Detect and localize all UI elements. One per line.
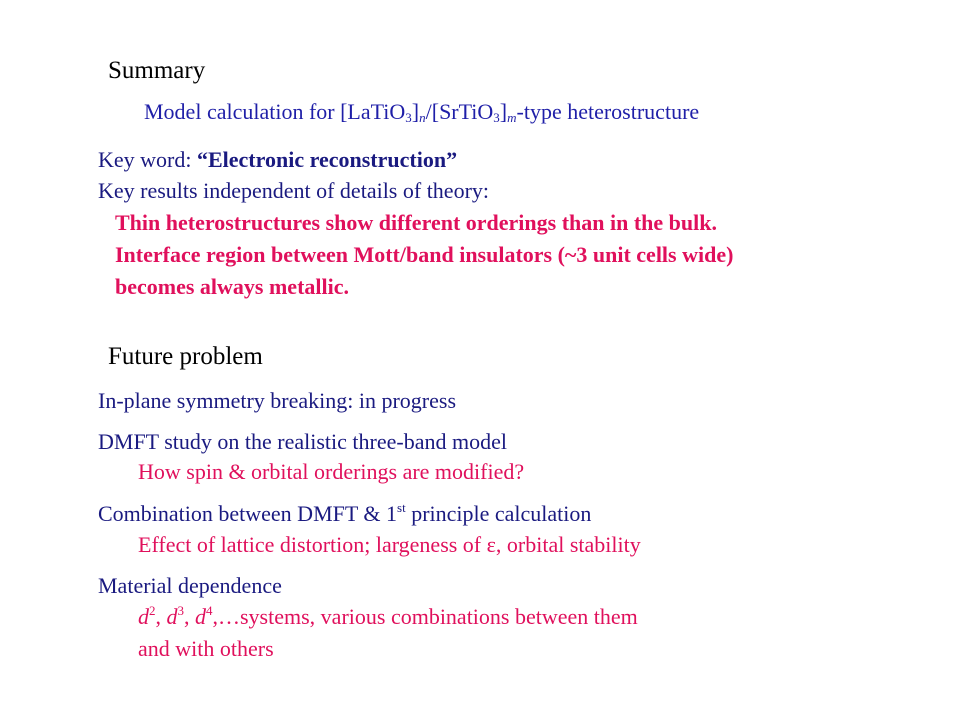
- item3-title-b: principle calculation: [405, 501, 592, 526]
- finding-2: Interface region between Mott/band insulators (~3 unit cells wide): [115, 242, 734, 267]
- d-symbol-1: d: [138, 604, 149, 629]
- model-text-mid1: ]: [411, 99, 420, 124]
- d-exp-4: 4: [206, 603, 213, 618]
- d-symbol-3: d: [195, 604, 206, 629]
- item3-title-sup: st: [397, 500, 406, 515]
- model-sub-1: 3: [405, 110, 412, 125]
- future-item-3-title: [98, 499, 591, 529]
- model-text-mid2: /[SrTiO: [425, 99, 494, 124]
- future-item-3-detail: [138, 530, 641, 560]
- key-results-line: Key results independent of details of theory:: [98, 178, 490, 203]
- sep-2: ,: [184, 604, 195, 629]
- finding-3: becomes always metallic.: [115, 274, 349, 299]
- future-item-2-detail: How spin & orbital orderings are modified?: [138, 459, 525, 484]
- keyword-value: “Electronic reconstruction”: [196, 147, 458, 172]
- model-calculation-line: [144, 97, 699, 127]
- item3-detail-a: Effect of lattice distortion; largeness of: [138, 532, 487, 557]
- future-item-2-title: DMFT study on the realistic three-band model: [98, 429, 507, 454]
- finding-1: Thin heterostructures show different orderings than in the bulk.: [115, 210, 717, 235]
- model-text-prefix: Model calculation for [LaTiO: [144, 99, 406, 124]
- future-item-4-line1: [138, 602, 638, 632]
- model-sub-n: n: [419, 110, 426, 125]
- d-exp-3: 3: [177, 603, 184, 618]
- future-item-1: In-plane symmetry breaking: in progress: [98, 388, 457, 413]
- future-heading: Future problem: [108, 343, 263, 370]
- item3-title-a: Combination between DMFT & 1: [98, 501, 398, 526]
- d-symbol-2: d: [166, 604, 178, 629]
- keyword-label: Key word:: [98, 147, 197, 172]
- model-sub-m: m: [507, 110, 517, 125]
- model-text-mid3: ]: [499, 99, 508, 124]
- future-item-4-title: Material dependence: [98, 573, 282, 598]
- keyword-line: [98, 145, 457, 175]
- item3-detail-b: , orbital stability: [495, 532, 641, 557]
- summary-heading: Summary: [108, 57, 206, 84]
- sep-1: ,: [155, 604, 167, 629]
- future-item-4-line2: and with others: [138, 636, 274, 661]
- item4-line1-rest: ,…systems, various combinations between them: [212, 604, 638, 629]
- model-sub-2: 3: [493, 110, 500, 125]
- d-exp-2: 2: [149, 603, 156, 618]
- model-text-suffix: -type heterostructure: [516, 99, 700, 124]
- epsilon-symbol: ε: [486, 532, 496, 557]
